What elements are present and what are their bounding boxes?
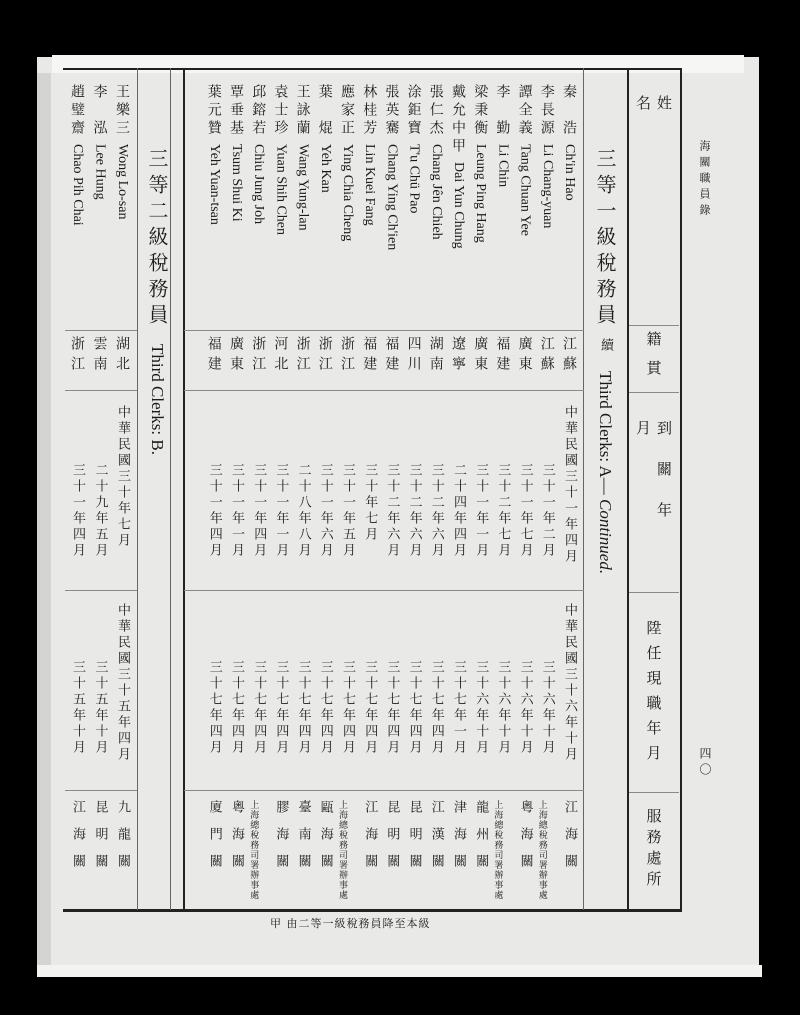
arrival-date: 二十九年五月 [92,463,108,559]
arrival-date: 三十一年四月 [206,463,222,559]
name-en: Lin Kuei Fang [362,144,378,226]
name-cn: 李 泓 [91,84,108,138]
native-place: 浙江 [316,336,333,376]
footnote: 甲 由二等一級稅務員降至本級 [270,917,431,930]
header-arrival-label: 到關年月 [634,420,673,543]
office: 江海關 [562,800,577,881]
b-row-rule-arrival [65,590,137,591]
table-row [558,84,580,201]
promotion-date: 三十七年一月 [451,660,466,756]
table-row [66,84,88,226]
arrival-date: 三十二年六月 [406,463,422,559]
name-en: Li Chang-yuan [539,144,555,229]
native-place: 雲南 [91,336,108,376]
name-cn: 梁秉衡 [472,84,489,138]
name-en: Leung Ping Hang [473,144,489,243]
table-row [536,84,558,228]
native-place: 浙江 [250,336,267,376]
promotion-date: 三十六年十月 [539,660,555,756]
name-en: Yuan Shih Chen [273,144,289,235]
arrival-date: 三十二年七月 [495,463,511,559]
header-rule-3 [629,592,679,593]
office: 津海關 [451,800,466,881]
promotion-date: 三十七年四月 [317,660,333,756]
name-cn: 林桂芳 [361,84,378,138]
table-row [269,84,291,235]
promotion-date: 三十五年十月 [70,660,85,756]
page-binding-edge [37,73,51,976]
arrival-date: 三十一年五月 [340,463,355,559]
b-row-rule-promotion [65,790,137,791]
header-name [628,95,680,305]
promotion-date: 三十六年十月 [495,660,511,756]
office: 臺南關 [295,800,311,881]
office: 上海總稅務司署辦事處 [337,800,347,900]
running-head: 海關職員錄 [698,140,711,220]
table-row [336,84,358,241]
native-place: 江蘇 [561,336,577,376]
page-number: 四〇 [698,747,712,779]
section-a-continued-en: Continued. [596,498,615,574]
arrival-date: 二十四年四月 [451,463,466,559]
native-place: 湖北 [114,336,130,376]
header-rule-4 [629,792,679,793]
row-rule-promotion [184,790,584,791]
arrival-date: 三十一年一月 [273,463,289,559]
promotion-date: 三十五年十月 [92,660,108,756]
name-cn: 張英騫 [383,84,400,138]
office: 昆明關 [92,800,108,881]
header-promotion-date [628,605,680,785]
promotion-date: 三十六年十月 [473,660,489,756]
promotion-date: 三十七年四月 [273,660,289,756]
name-en: Wang Yung-lan [295,144,311,231]
native-place: 四川 [405,336,422,376]
office: 上海總稅務司署辦事處 [492,800,503,900]
native-place: 廣東 [516,336,533,376]
table-row [447,84,469,249]
name-cn: 應家正 [339,84,355,138]
promotion-date: 中華民國三十五年四月 [115,603,130,763]
arrival-date: 三十一年七月 [517,463,533,559]
name-en: Yeh Kan [317,144,333,193]
promotion-date: 三十七年四月 [295,660,311,756]
promotion-date: 三十七年四月 [206,660,222,756]
table-row [225,84,247,222]
native-place: 浙江 [69,336,85,376]
header-name-label: 姓名 [634,95,673,280]
name-en: Lee Hung [92,144,108,200]
name-cn: 戴允中甲 [450,84,466,156]
name-cn: 秦 浩 [561,84,577,138]
name-en: Yeh Yuan-tsan [206,144,222,225]
name-cn: 涂鉅寶 [405,84,422,138]
arrival-date: 中華民國三十一年四月 [562,405,577,565]
table-row [358,84,380,226]
name-cn: 張仁杰 [427,84,444,138]
office: 上海總稅務司署辦事處 [536,800,547,900]
table-row [247,84,269,224]
name-en: Wong Lo-san [115,144,130,220]
native-place: 河北 [272,336,289,376]
b-row-rule-native [65,390,137,391]
name-cn: 譚全義 [516,84,533,138]
office: 江海關 [362,800,378,881]
office: 粵海關 [517,800,533,881]
office: 江海關 [70,800,85,881]
name-en: Chiu Jung Joh [251,144,267,225]
native-place: 江蘇 [538,336,555,376]
header-native-place [628,330,680,390]
name-cn: 王樂三 [114,84,130,138]
table-row [89,84,111,200]
section-divider [183,68,185,910]
arrival-date: 三十二年六月 [428,463,444,559]
name-en: Li Chin [495,144,511,188]
promotion-date: 三十七年四月 [229,660,244,756]
header-arrival-date [628,420,680,580]
native-place: 遼寧 [450,336,466,376]
row-rule-name [184,330,584,331]
native-place: 福建 [494,336,511,376]
arrival-date: 中華民國三十年七月 [115,405,130,549]
row-rule-native [184,390,584,391]
name-cn: 李長源 [538,84,555,138]
section-b-title [142,148,172,459]
table-row [292,84,314,231]
header-office-label: 服務處所 [644,808,663,892]
name-cn: 袁士珍 [272,84,289,138]
arrival-date: 三十年七月 [362,463,378,543]
header-promotion-label: 陞任現職年月 [644,620,663,770]
native-place: 福建 [361,336,378,376]
native-place: 廣東 [472,336,489,376]
promotion-date: 三十七年四月 [362,660,378,756]
arrival-date: 三十二年六月 [384,463,400,559]
promotion-date: 三十七年四月 [251,660,267,756]
section-b-title-cn: 三等二級稅務員 [145,148,169,330]
promotion-date: 三十七年四月 [428,660,444,756]
section-a-title-cn: 三等一級稅務員 [593,148,617,330]
table-row [380,84,402,250]
table-row [469,84,491,243]
arrival-date: 三十一年二月 [539,463,555,559]
promotion-date: 三十七年四月 [340,660,355,756]
table-row [425,84,447,240]
name-cn: 葉元贊 [205,84,222,138]
name-cn: 邱鎔若 [250,84,267,138]
native-place: 廣東 [228,336,244,376]
section-a-title [590,148,620,578]
header-rule-2 [629,392,679,393]
arrival-date: 三十一年一月 [229,463,244,559]
section-a-title-divider [583,68,584,910]
page-bottom-edge [37,965,762,977]
row-rule-arrival [184,590,584,591]
native-place: 浙江 [294,336,311,376]
office: 昆明關 [406,800,422,881]
name-cn: 李 勤 [494,84,511,138]
native-place: 福建 [383,336,400,376]
office: 粵海關 [229,800,244,881]
arrival-date: 三十一年六月 [317,463,333,559]
section-b-title-en: Third Clerks: B. [148,344,167,455]
table-row [403,84,425,213]
table-row [491,84,513,187]
name-cn: 葉 焜 [316,84,333,138]
name-en: Chang Ying Ch'ien [384,144,400,251]
b-row-rule-name [65,330,137,331]
promotion-date: 三十七年四月 [406,660,422,756]
arrival-date: 三十一年四月 [251,463,267,559]
office: 甌海關 [317,800,333,881]
header-office [628,800,680,900]
name-cn: 覃垂基 [228,84,244,138]
office: 江漢關 [428,800,444,881]
header-native-label: 籍貫 [644,331,663,389]
table-row [111,84,133,219]
section-b-title-divider [137,68,138,910]
arrival-date: 三十一年四月 [70,463,85,559]
section-a-title-en: Third Clerks: A— [596,371,615,495]
office: 九龍關 [115,800,130,881]
name-en: Dai Yun Chung [451,162,466,249]
native-place: 福建 [205,336,222,376]
name-cn: 趙璧齋 [69,84,85,138]
office: 廈門關 [206,800,222,881]
table-row [203,84,225,225]
office: 昆明關 [384,800,400,881]
native-place: 浙江 [339,336,355,376]
name-en: Chang Jên Chieh [428,144,444,240]
office: 龍州關 [473,800,489,881]
office: 膠海關 [273,800,289,881]
table-row [314,84,336,193]
arrival-date: 三十一年一月 [473,463,489,559]
name-en: Ch'in Hao [562,144,577,201]
name-cn: 王詠蘭 [294,84,311,138]
promotion-date: 三十六年十月 [517,660,533,756]
arrival-date: 二十八年八月 [295,463,311,559]
promotion-date: 三十七年四月 [384,660,400,756]
section-a-continued-cn: 續 [598,338,613,357]
name-en: Chao Pih Chai [70,144,85,226]
promotion-date: 中華民國三十六年十月 [562,603,577,763]
name-en: T'u Chü Pao [406,144,422,214]
native-place: 湖南 [427,336,444,376]
name-en: Tsum Shui Ki [229,144,244,222]
name-en: Tang Chuan Yee [517,144,533,236]
table-row [514,84,536,236]
name-en: Ying Chia Cheng [340,144,355,242]
office: 上海總稅務司署辦事處 [248,800,259,900]
header-rule-1 [629,325,679,326]
